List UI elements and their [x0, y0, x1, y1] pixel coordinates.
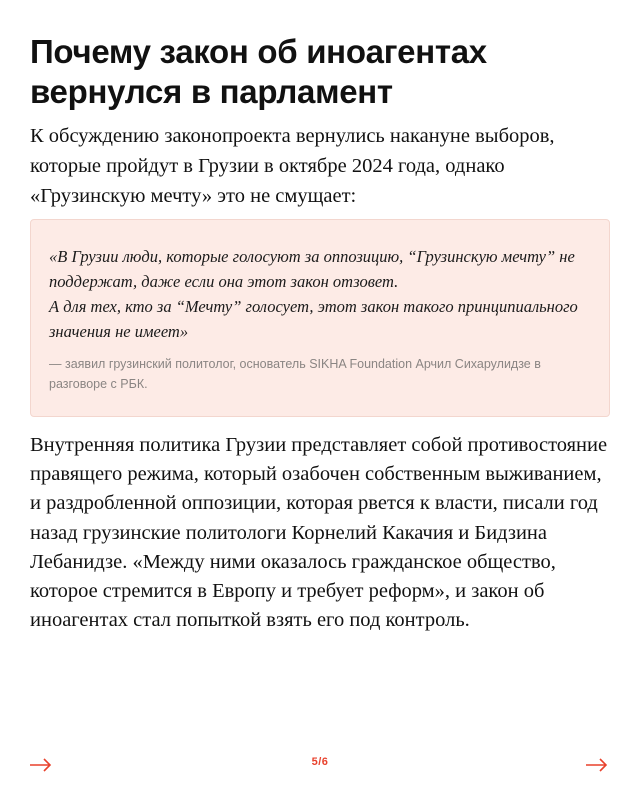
quote-line-1: «В Грузии люди, которые голосуют за оппозицию, “Грузинскую мечту” не поддержат, даже если она этот закон отзовет.	[49, 247, 575, 291]
quote-attribution: — заявил грузинский политолог, основатель SIKHA Foundation Арчил Сихарулидзе в разговоре с РБК.	[49, 357, 541, 391]
article-title: Почему закон об иноагентах вернулся в парламент	[30, 33, 487, 110]
slide-footer	[0, 752, 640, 778]
arrow-right-icon	[585, 755, 609, 775]
next-slide-button[interactable]	[585, 755, 609, 775]
article-body: Внутренняя политика Грузии представляет собой противостояние правящего режима, который озабочен собственным выживанием, и раздробленной оппозиции, которая рвется к власти, писали год назад грузинские политологи Корнелий Какачия и Бидзина Лебанидзе. «Между ними оказалось гражданское общество, которое стремится в Европу и требует реформ», и закон об иноагентах стал попыткой взять его под контроль.	[30, 434, 608, 632]
page-indicator: 5/6	[311, 756, 329, 768]
quote-block	[30, 219, 610, 417]
article-lead: К обсуждению законопроекта вернулись накануне выборов, которые пройдут в Грузии в октябре 2024 года, однако «Грузинскую мечту» это не смущает:	[30, 125, 555, 207]
quote-text	[49, 244, 594, 344]
quote-line-2: А для тех, кто за “Мечту” голосует, этот закон такого принципиального значения не имеет»	[49, 297, 578, 341]
